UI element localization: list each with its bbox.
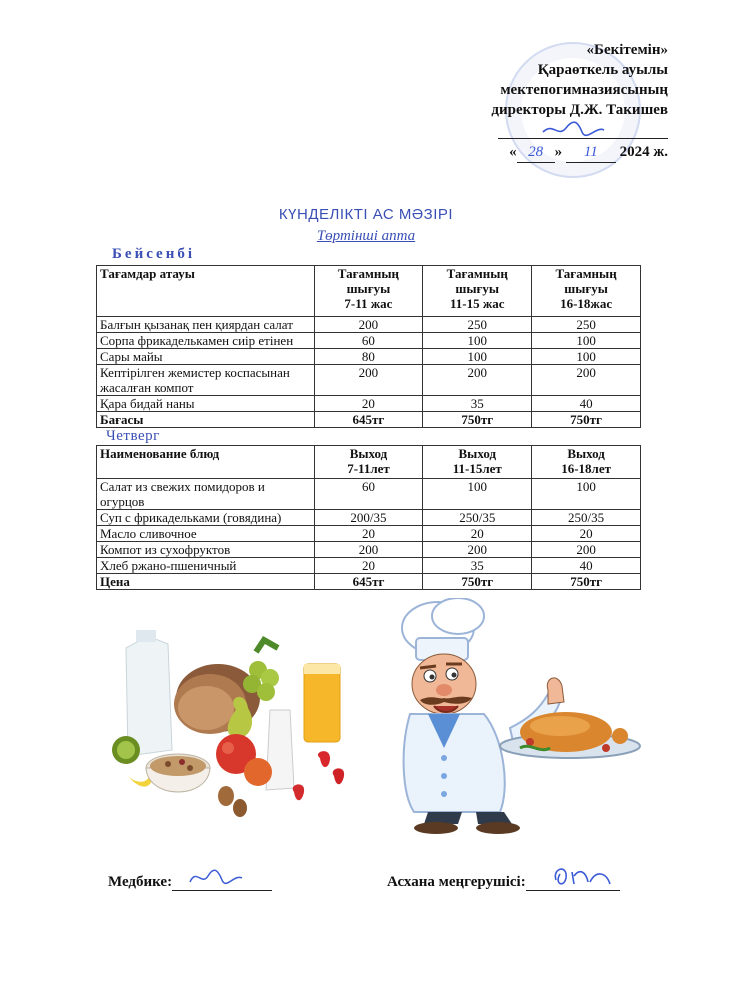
- dish-name: Компот из сухофруктов: [97, 542, 315, 558]
- dish-name: Суп с фрикадельками (говядина): [97, 510, 315, 526]
- portion-11-15: 100: [423, 333, 532, 349]
- nurse-signature: [186, 866, 246, 888]
- approval-line-3: мектепогимназиясының: [500, 82, 668, 98]
- dish-name: Хлеб ржано-пшеничный: [97, 558, 315, 574]
- table-row: [97, 542, 641, 558]
- portion-7-11: 200: [314, 542, 423, 558]
- header-dish-name: Наименование блюд: [97, 446, 315, 479]
- price-row: [97, 412, 641, 428]
- price-16-18: 750тг: [532, 574, 641, 590]
- header-dish-name: Тағамдар атауы: [97, 266, 315, 317]
- header-age-7-11: Тағамның шығуы 7-11 жас: [314, 266, 423, 317]
- portion-16-18: 100: [532, 333, 641, 349]
- table-row: [97, 558, 641, 574]
- header-age-11-15: Тағамның шығуы 11-15 жас: [423, 266, 532, 317]
- approval-block: [408, 40, 668, 163]
- portion-11-15: 100: [423, 349, 532, 365]
- table-row: [97, 333, 641, 349]
- menu-title: КҮНДЕЛІКТІ АС МӘЗІРІ: [278, 206, 454, 223]
- portion-16-18: 200: [532, 542, 641, 558]
- portion-16-18: 40: [532, 558, 641, 574]
- dish-name: Сары майы: [97, 349, 315, 365]
- dish-name: Кептірілген жемистер коспасынан жасалған компот: [97, 365, 315, 396]
- healthy-food-illustration: [108, 600, 360, 832]
- header-age-16-18: Тағамның шығуы 16-18жас: [532, 266, 641, 317]
- header-age-7-11: Выход 7-11лет: [314, 446, 423, 479]
- dish-name: Қара бидай наны: [97, 396, 315, 412]
- approval-line-4: директоры Д.Ж. Такишев: [491, 102, 668, 118]
- dish-name: Масло сливочное: [97, 526, 315, 542]
- table-row: [97, 526, 641, 542]
- portion-16-18: 100: [532, 479, 641, 510]
- date-year: 2024 ж.: [619, 144, 668, 160]
- portion-7-11: 60: [314, 479, 423, 510]
- table-row: [97, 365, 641, 396]
- table-row: [97, 479, 641, 510]
- portion-16-18: 250: [532, 317, 641, 333]
- portion-11-15: 35: [423, 396, 532, 412]
- price-11-15: 750тг: [423, 574, 532, 590]
- header-age-16-18: Выход 16-18лет: [532, 446, 641, 479]
- price-label: Бағасы: [97, 412, 315, 428]
- portion-7-11: 20: [314, 396, 423, 412]
- nurse-label: Медбике:: [108, 874, 173, 890]
- price-11-15: 750тг: [423, 412, 532, 428]
- portion-16-18: 100: [532, 349, 641, 365]
- table-header-row: [97, 446, 641, 479]
- portion-11-15: 250: [423, 317, 532, 333]
- portion-11-15: 250/35: [423, 510, 532, 526]
- table-row: [97, 317, 641, 333]
- table-row: [97, 510, 641, 526]
- menu-table-kazakh: [96, 265, 641, 428]
- portion-7-11: 200: [314, 317, 423, 333]
- portion-11-15: 200: [423, 542, 532, 558]
- portion-11-15: 20: [423, 526, 532, 542]
- canteen-head-signature: [550, 862, 620, 888]
- director-signature: [538, 118, 608, 140]
- table-header-row: [97, 266, 641, 317]
- portion-7-11: 200/35: [314, 510, 423, 526]
- price-row: [97, 574, 641, 590]
- portion-7-11: 20: [314, 526, 423, 542]
- dish-name: Балғын қызанақ пен қиярдан салат: [97, 317, 315, 333]
- menu-table-russian: [96, 445, 641, 590]
- portion-16-18: 20: [532, 526, 641, 542]
- portion-7-11: 60: [314, 333, 423, 349]
- header-age-11-15: Выход 11-15лет: [423, 446, 532, 479]
- portion-16-18: 200: [532, 365, 641, 396]
- approval-line-2: Қараөткель ауылы: [537, 62, 668, 78]
- canteen-head-signature-block: [387, 874, 620, 891]
- canteen-head-signature-line: [526, 874, 620, 891]
- dish-name: Сорпа фрикаделькамен сиір етінен: [97, 333, 315, 349]
- day-heading-kazakh: Бейсенбі: [112, 246, 196, 262]
- portion-11-15: 100: [423, 479, 532, 510]
- portion-7-11: 200: [314, 365, 423, 396]
- nurse-signature-block: [108, 874, 272, 891]
- nurse-signature-line: [172, 874, 272, 891]
- portion-11-15: 200: [423, 365, 532, 396]
- dish-name: Салат из свежих помидоров и огурцов: [97, 479, 315, 510]
- menu-subtitle: Төртінші апта: [316, 228, 416, 244]
- portion-16-18: 40: [532, 396, 641, 412]
- date-day: 28: [517, 142, 555, 163]
- portion-7-11: 80: [314, 349, 423, 365]
- approval-date: « 28 » 11 2024 ж.: [408, 142, 668, 163]
- portion-16-18: 250/35: [532, 510, 641, 526]
- canteen-head-label: Асхана меңгерушісі:: [387, 874, 526, 890]
- chef-illustration: [380, 598, 650, 834]
- portion-7-11: 20: [314, 558, 423, 574]
- price-16-18: 750тг: [532, 412, 641, 428]
- date-month: 11: [566, 142, 616, 163]
- approval-line-1: «Бекітемін»: [586, 42, 668, 58]
- price-7-11: 645тг: [314, 412, 423, 428]
- portion-11-15: 35: [423, 558, 532, 574]
- price-7-11: 645тг: [314, 574, 423, 590]
- table-row: [97, 396, 641, 412]
- price-label: Цена: [97, 574, 315, 590]
- day-heading-russian: Четверг: [106, 428, 160, 444]
- director-signature-line: [408, 120, 668, 142]
- table-row: [97, 349, 641, 365]
